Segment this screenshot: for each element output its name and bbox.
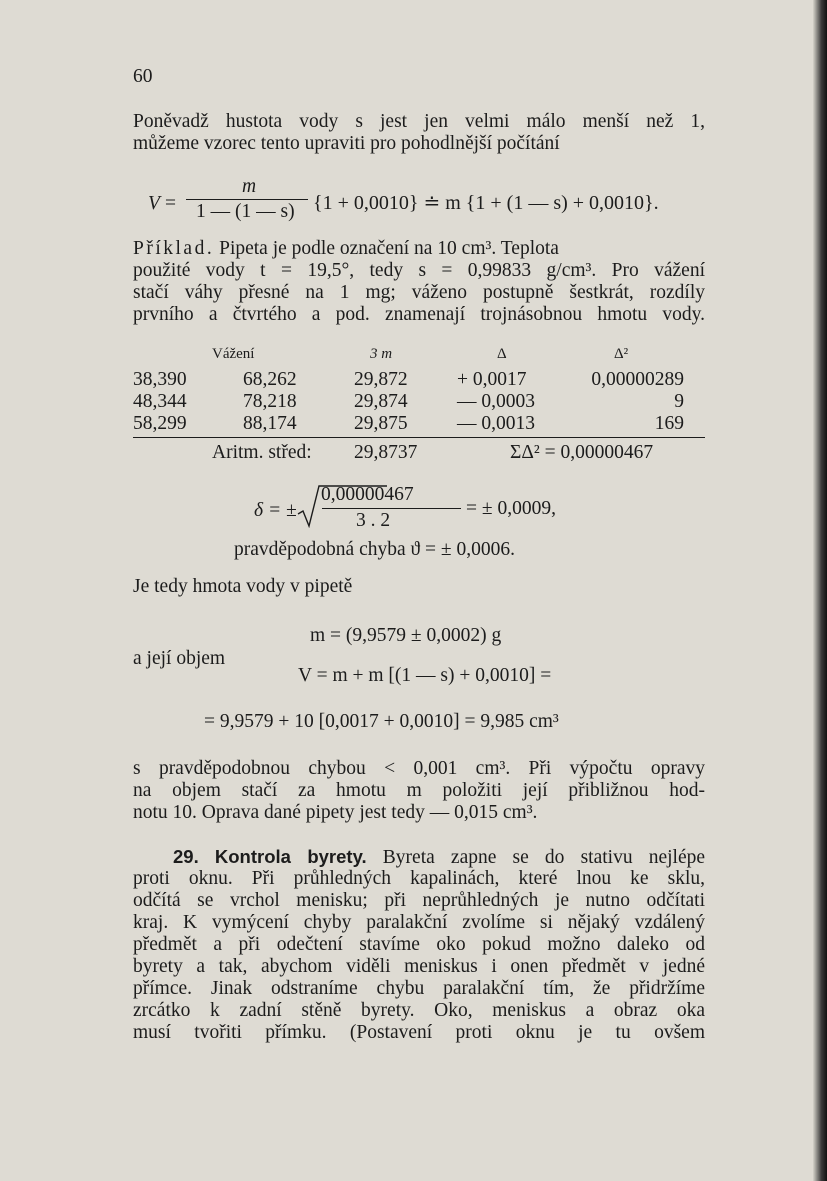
mass-intro: Je tedy hmota vody v pipetě (133, 576, 353, 597)
table-header-vazeni: Vážení (212, 346, 255, 362)
volume-intro: a její objem (133, 648, 226, 669)
formula-rest: {1 + 0,0010} ≐ m {1 + (1 — s) + 0,0010}. (313, 192, 659, 214)
section-line: kraj. K vymýcení chyby paralakční zvolíme si nějaký vzdálený (133, 912, 705, 933)
table-cell: 58,299 (133, 413, 187, 434)
example-line-1 (133, 238, 705, 260)
table-mean-value: 29,8737 (354, 442, 418, 463)
table-cell: 88,174 (243, 413, 297, 434)
table-header-delta-sq: Δ² (614, 346, 629, 362)
example-line-4: prvního a čtvrtého a pod. znamenají trojnásobnou hmotu vody. (133, 304, 705, 325)
section-line: odčítá se vrchol menisku; při neprůhledných je nutno odčítati (133, 890, 705, 911)
probable-error: pravděpodobná chyba ϑ = ± 0,0006. (234, 539, 515, 560)
page-edge-shadow (813, 0, 827, 1181)
example-line-2: použité vody t = 19,5°, tedy s = 0,99833 g/cm³. Pro vážení (133, 260, 705, 281)
table-cell: — 0,0013 (457, 413, 535, 434)
section-title: Kontrola byrety. (214, 846, 367, 867)
section-line: předmět a při odečtení stavíme oko pokud možno daleko od (133, 934, 705, 955)
intro-line-1: Poněvadž hustota vody s jest jen velmi málo menší než 1, (133, 111, 705, 132)
table-sum: ΣΔ² = 0,00000467 (510, 442, 654, 463)
page-number: 60 (133, 66, 153, 87)
closing-line-3: notu 10. Oprava dané pipety jest tedy — 0,015 cm³. (133, 802, 538, 823)
section-line: musí tvořiti přímku. (Postavení proti oknu je tu ovšem (133, 1022, 705, 1043)
formula-numerator: m (242, 176, 257, 197)
section-line: přímce. Jinak odstraníme chybu paralakční tím, že přidržíme (133, 978, 705, 999)
table-mean-label: Aritm. střed: (212, 442, 312, 463)
delta-fraction-bar (322, 508, 461, 509)
example-line-1-text: Pipeta je podle označení na 10 cm³. Teplota (219, 238, 559, 259)
table-cell: 29,874 (354, 391, 408, 412)
table-header-3m: 3 m (370, 346, 393, 362)
formula-denominator: 1 — (1 — s) (196, 201, 295, 222)
table-cell: + 0,0017 (457, 369, 527, 390)
delta-symbol: δ = ± (254, 500, 297, 521)
table-rule (133, 437, 705, 438)
table-cell: 9 (674, 391, 684, 412)
table-cell: — 0,0003 (457, 391, 535, 412)
table-cell: 48,344 (133, 391, 187, 412)
closing-line-1: s pravděpodobnou chybou < 0,001 cm³. Při výpočtu opravy (133, 758, 705, 779)
formula-lhs: V (148, 193, 160, 214)
volume-equation-2: = 9,9579 + 10 [0,0017 + 0,0010] = 9,985 cm³ (204, 711, 559, 732)
intro-line-2: můžeme vzorec tento upraviti pro pohodlnější počítání (133, 133, 560, 154)
example-line-3: stačí váhy přesné na 1 mg; váženo postupně šestkrát, rozdíly (133, 282, 705, 303)
formula-eq: = (165, 193, 176, 214)
table-cell: 38,390 (133, 369, 187, 390)
table-cell: 169 (654, 413, 684, 434)
section-line: byrety a tak, abychom viděli meniskus i onen předmět v jedné (133, 956, 705, 977)
closing-line-2: na objem stačí za hmotu m položiti její přibližnou hod- (133, 780, 705, 801)
section-first-line (133, 846, 705, 869)
section-line: proti oknu. Při průhledných kapalinách, které lnou ke sklu, (133, 868, 705, 889)
example-heading: Příklad. (133, 238, 215, 259)
mass-equation: m = (9,9579 ± 0,0002) g (310, 625, 502, 646)
delta-numerator: 0,00000467 (321, 484, 414, 505)
table-cell: 0,00000289 (591, 369, 684, 390)
table-cell: 68,262 (243, 369, 297, 390)
table-header-delta: Δ (497, 346, 507, 362)
table-cell: 29,875 (354, 413, 408, 434)
volume-equation: V = m + m [(1 — s) + 0,0010] = (298, 665, 552, 686)
table-cell: 29,872 (354, 369, 408, 390)
section-number: 29. (173, 846, 199, 867)
section-first-rest: Byreta zapne se do stativu nejlépe (382, 847, 706, 868)
table-cell: 78,218 (243, 391, 297, 412)
delta-result: = ± 0,0009, (466, 498, 556, 519)
delta-denominator: 3 . 2 (356, 510, 391, 531)
section-line: zrcátko k zadní stěně byrety. Oko, meniskus a obraz oka (133, 1000, 705, 1021)
